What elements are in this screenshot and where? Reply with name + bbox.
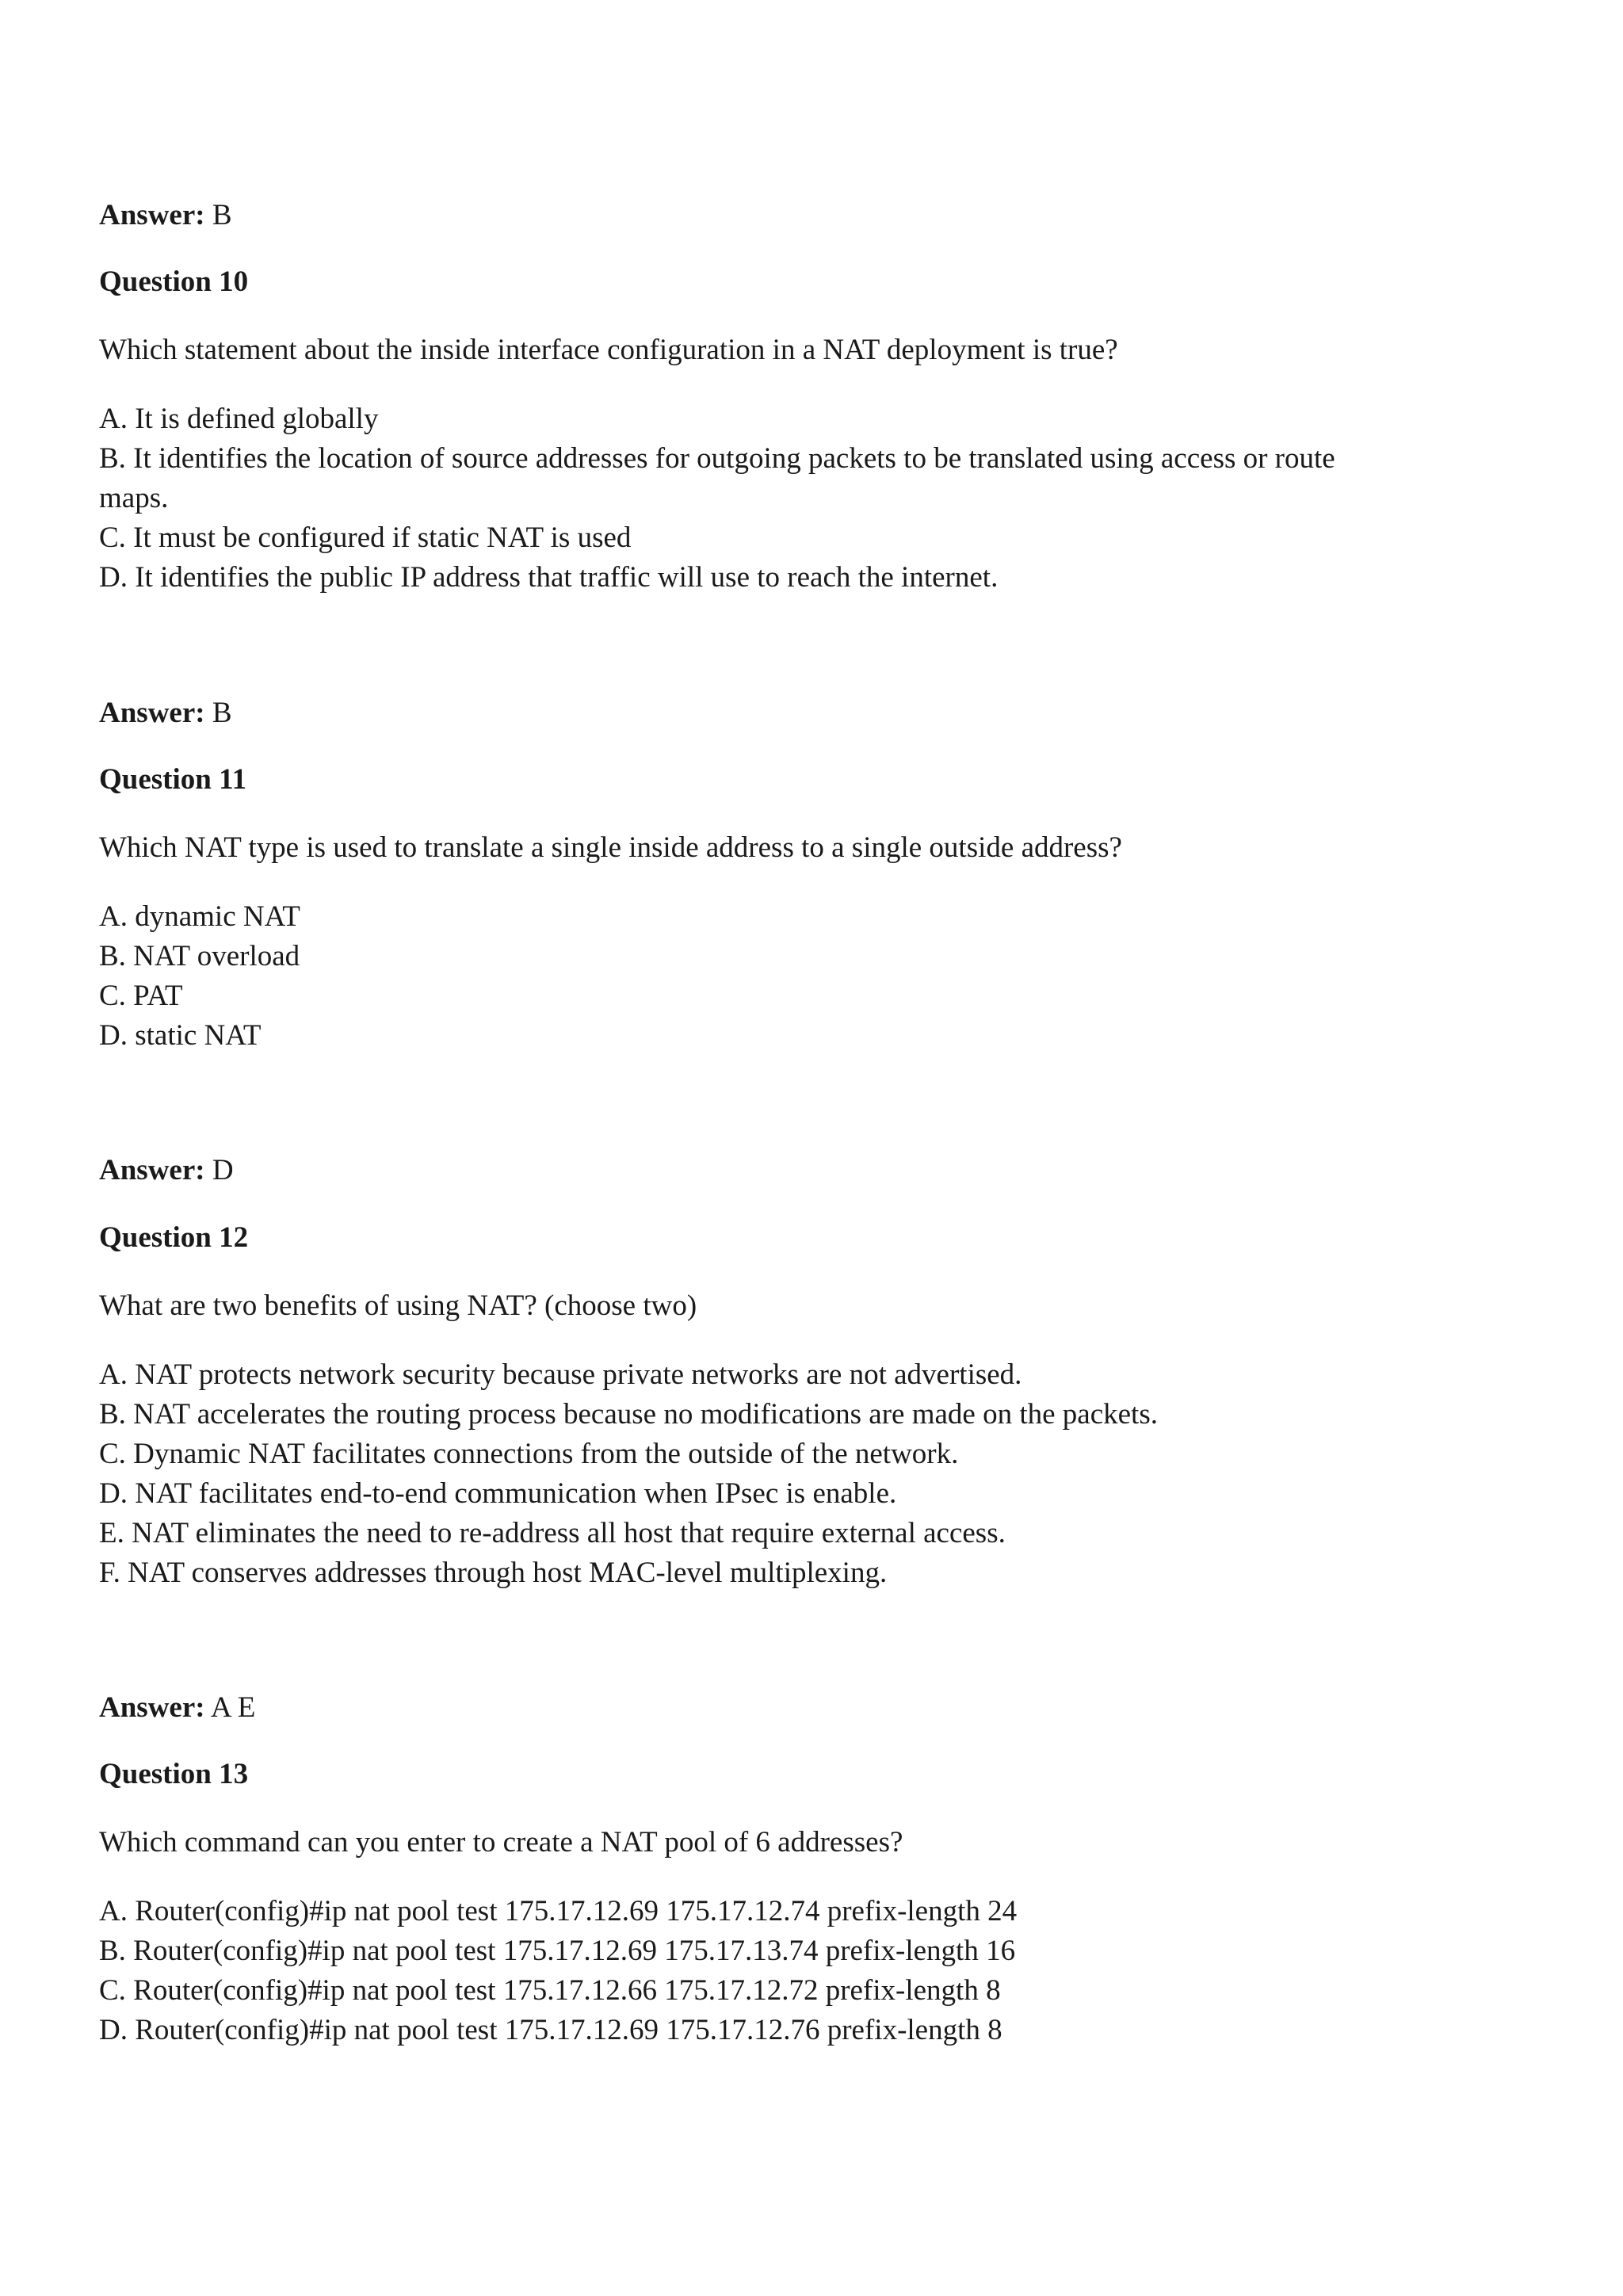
option-item: C. Dynamic NAT facilitates connections from the outside of the network. [99,1438,959,1470]
answer-line [99,1690,255,1725]
option-item: C. PAT [99,980,183,1012]
option-item: C. Router(config)#ip nat pool test 175.17.12.66 175.17.12.72 prefix-length 8 [99,1974,1001,2007]
option-item: B. It identifies the location of source addresses for outgoing packets to be translated using access or route [99,442,1335,475]
option-item: A. Router(config)#ip nat pool test 175.17.12.69 175.17.12.74 prefix-length 24 [99,1895,1018,1927]
question-title: Question 10 [99,266,249,298]
question-prompt: What are two benefits of using NAT? (choose two) [99,1289,697,1322]
option-item: C. It must be configured if static NAT is used [99,521,632,554]
answer-line [99,696,232,731]
question-title: Question 12 [99,1221,249,1254]
answer-value: A E [210,1691,256,1724]
option-item: D. Router(config)#ip nat pool test 175.17.12.69 175.17.12.76 prefix-length 8 [99,2014,1002,2046]
answer-label: Answer: [99,199,205,231]
option-item: B. NAT accelerates the routing process because no modifications are made on the packets. [99,1398,1158,1431]
option-item: B. Router(config)#ip nat pool test 175.17.12.69 175.17.13.74 prefix-length 16 [99,1935,1016,1967]
answer-label: Answer: [99,1691,205,1724]
answer-line [99,198,232,233]
answer-label: Answer: [99,1154,205,1186]
question-title: Question 13 [99,1758,249,1790]
answer-value: B [212,199,232,231]
option-item: D. static NAT [99,1019,262,1052]
question-prompt: Which command can you enter to create a NAT pool of 6 addresses? [99,1826,903,1859]
option-item: F. NAT conserves addresses through host MAC-level multiplexing. [99,1557,888,1589]
option-item: A. NAT protects network security because private networks are not advertised. [99,1358,1022,1391]
answer-line [99,1153,234,1188]
question-title: Question 11 [99,763,247,796]
option-item: maps. [99,482,169,514]
answer-value: D [212,1154,234,1186]
question-prompt: Which statement about the inside interface configuration in a NAT deployment is true? [99,334,1118,366]
question-prompt: Which NAT type is used to translate a single inside address to a single outside address? [99,831,1122,864]
document-page [99,0,1526,2296]
answer-label: Answer: [99,697,205,729]
option-item: D. It identifies the public IP address that traffic will use to reach the internet. [99,561,999,594]
option-item: D. NAT facilitates end-to-end communication when IPsec is enable. [99,1477,897,1510]
answer-value: B [212,697,232,729]
option-item: B. NAT overload [99,940,300,972]
option-item: A. It is defined globally [99,403,379,435]
option-item: A. dynamic NAT [99,900,300,933]
option-item: E. NAT eliminates the need to re-address all host that require external access. [99,1517,1006,1549]
